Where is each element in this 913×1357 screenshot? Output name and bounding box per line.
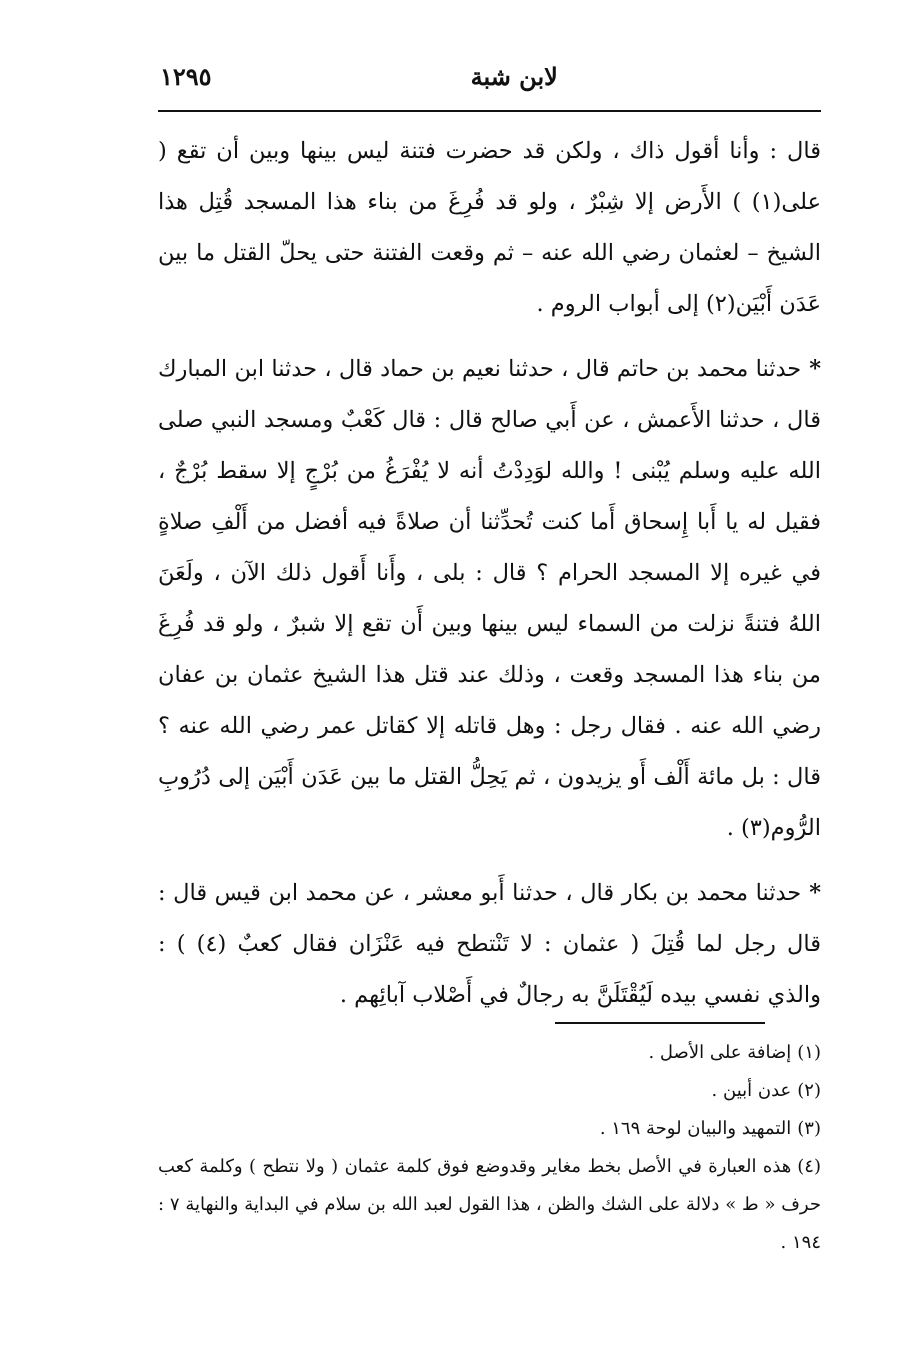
- paragraph-text: قال : وأنا أقول ذاك ، ولكن قد حضرت فتنة ليس بينها وبين أن تقع ( على(١) ) الأَرض إلا شِبْرٌ ، ولو قد فُرِغَ من بناء هذا المسجد قُتِل هذا الشيخ – لعثمان رضي الله عنه – ثم وقعت الفتنة حتى يحلّ القتل ما بين عَدَن أَبْيَن(٢) إلى أبواب الروم .: [158, 138, 821, 317]
- footnotes: [158, 1034, 821, 1262]
- footnote-separator: [555, 1022, 765, 1024]
- paragraph-2: [158, 344, 821, 854]
- running-title: لابن شبة: [470, 62, 558, 91]
- footnote-3: [158, 1110, 821, 1148]
- footnote-text: التمهيد والبيان لوحة ١٦٩ .: [599, 1118, 792, 1139]
- paragraph-star-marker: *: [809, 880, 821, 906]
- page-number: ١٢٩٥: [160, 62, 212, 91]
- paragraph-star-marker: *: [809, 356, 821, 382]
- footnote-number: (٤): [797, 1156, 821, 1177]
- paragraph-1: [158, 126, 821, 330]
- page-header: [160, 62, 823, 102]
- header-rule: [158, 110, 821, 112]
- paragraph-3: [158, 868, 821, 1021]
- footnote-number: (٢): [797, 1080, 821, 1101]
- footnote-2: [158, 1072, 821, 1110]
- footnote-text: هذه العبارة في الأصل بخط مغاير وقدوضع فوق كلمة عثمان ( ولا نتطح ) وكلمة كعب حرف « ط » دلالة على الشك والظن ، هذا القول لعبد الله بن سلام في البداية والنهاية ٧ : ١٩٤ .: [158, 1156, 821, 1253]
- footnote-4: [158, 1148, 821, 1262]
- main-text: [158, 126, 821, 1021]
- footnote-text: عدن أبين .: [711, 1080, 792, 1101]
- footnote-number: (١): [797, 1042, 821, 1063]
- paragraph-text: حدثنا محمد بن بكار قال ، حدثنا أَبو معشر ، عن محمد ابن قيس قال : قال رجل لما قُتِلَ ( عثمان : لا تَنْتطح فيه عَنْزَان فقال كعبٌ (٤) ) : والذي نفسي بيده لَيُقْتَلَنَّ به رجالٌ في أَصْلاب آبائِهم .: [158, 880, 821, 1008]
- paragraph-text: حدثنا محمد بن حاتم قال ، حدثنا نعيم بن حماد قال ، حدثنا ابن المبارك قال ، حدثنا الأَعمش ، عن أَبي صالح قال : قال كَعْبٌ ومسجد النبي صلى الله عليه وسلم يُبْنى ! والله لوَدِدْتُ أنه لا يُفْرَغُ من بُرْجٍ إلا سقط بُرْجٌ ، فقيل له يا أَبا إِسحاق أَما كنت تُحدِّثنا أن صلاةً فيه أفضل من أَلْفِ صلاةٍ في غيره إلا المسجد الحرام ؟ قال : بلى ، وأَنا أَقول ذلك الآن ، ولَعَنَ اللهُ فتنةً نزلت من السماء ليس بينها وبين أَن تقع إلا شبرٌ ، ولو قد فُرِغَ من بناء هذا المسجد وقعت ، وذلك عند قتل هذا الشيخ عثمان بن عفان رضي الله عنه . فقال رجل : وهل قاتله إلا كقاتل عمر رضي الله عنه ؟ قال : بل مائة أَلْف أَو يزيدون ، ثم يَحِلُّ القتل ما بين عَدَن أَبْيَن إلى دُرُوبِ الرُّوم(٣) .: [158, 356, 821, 841]
- footnote-number: (٣): [797, 1118, 821, 1139]
- footnote-text: إضافة على الأصل .: [648, 1042, 792, 1063]
- footnote-1: [158, 1034, 821, 1072]
